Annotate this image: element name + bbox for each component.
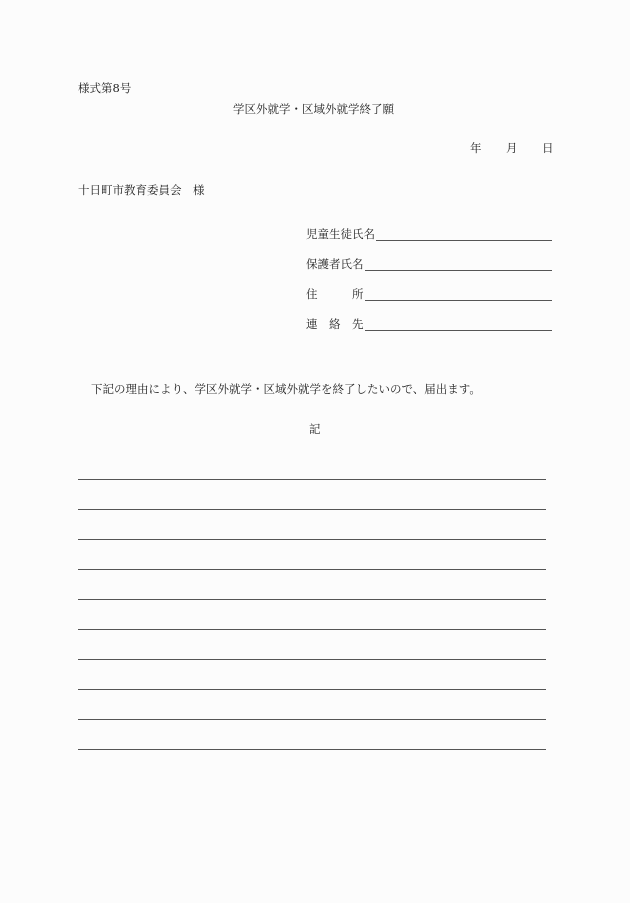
reason-line[interactable] (78, 479, 546, 480)
date-line (470, 141, 554, 155)
reason-line[interactable] (78, 719, 546, 720)
contact-input-line[interactable] (365, 318, 553, 331)
reason-line[interactable] (78, 689, 546, 690)
address-field[interactable] (306, 287, 552, 301)
date-year-label: 年 (470, 141, 482, 155)
reason-line[interactable] (78, 749, 546, 750)
date-month-label: 月 (506, 141, 518, 155)
reason-line[interactable] (78, 569, 546, 570)
date-day-label: 日 (542, 141, 554, 155)
guardian-name-input-line[interactable] (365, 258, 553, 271)
form-number: 様式第8号 (78, 81, 132, 95)
notes-heading: 記 (309, 422, 321, 436)
reason-line[interactable] (78, 659, 546, 660)
reason-line[interactable] (78, 509, 546, 510)
reason-line[interactable] (78, 599, 546, 600)
address-label: 住 所 (306, 287, 364, 301)
guardian-name-field[interactable] (306, 257, 552, 271)
reason-line[interactable] (78, 629, 546, 630)
reason-line[interactable] (78, 539, 546, 540)
student-name-input-line[interactable] (376, 228, 552, 241)
contact-label: 連 絡 先 (306, 317, 364, 331)
student-name-label: 児童生徒氏名 (306, 227, 375, 241)
address-input-line[interactable] (365, 288, 553, 301)
contact-field[interactable] (306, 317, 552, 331)
addressee: 十日町市教育委員会 様 (78, 183, 205, 197)
student-name-field[interactable] (306, 227, 552, 241)
document-title: 学区外就学・区域外就学終了願 (233, 102, 394, 116)
guardian-name-label: 保護者氏名 (306, 257, 364, 271)
statement-text: 下記の理由により、学区外就学・区域外就学を終了したいので、届出ます。 (91, 382, 481, 396)
